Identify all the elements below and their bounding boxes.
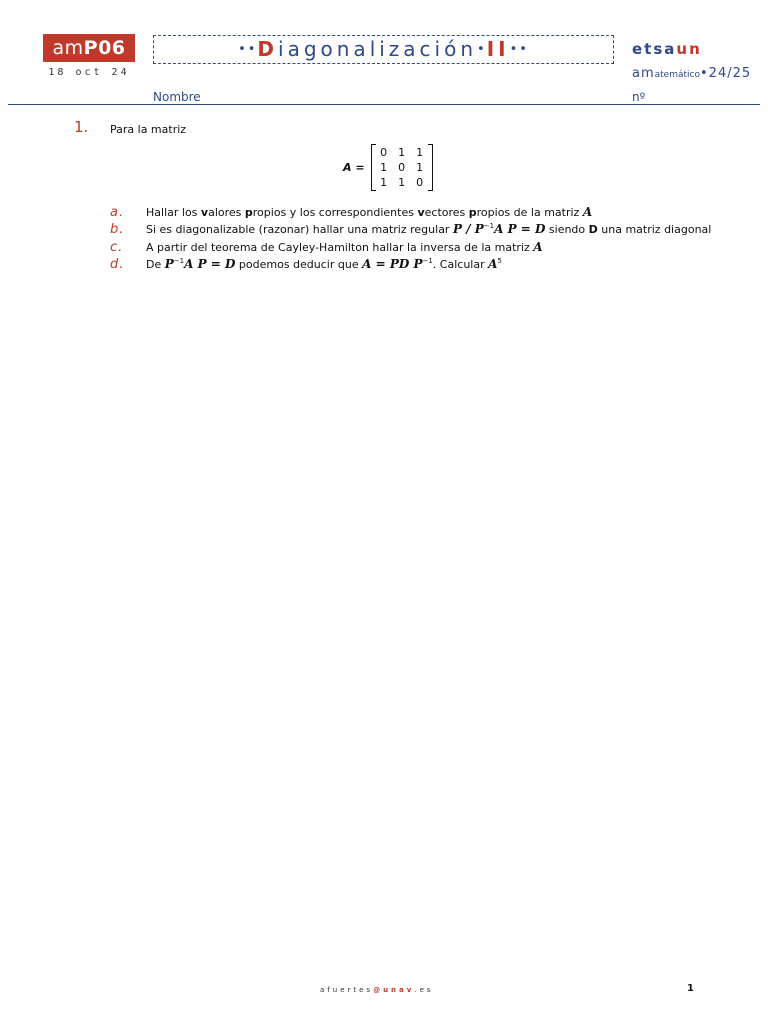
item-text	[146, 205, 592, 219]
item-letter: b.	[110, 222, 125, 237]
superscript: 5	[497, 257, 502, 265]
text-run: De	[146, 258, 165, 271]
title-first-letter: D	[257, 37, 279, 61]
math-symbol: A = PD P	[362, 257, 423, 271]
item-letter: d.	[110, 257, 125, 272]
question-intro: Para la matriz	[110, 123, 187, 136]
badge-prefix: am	[52, 37, 84, 59]
superscript: −1	[173, 257, 185, 265]
text-run: A partir del teorema de Cayley-Hamilton hallar la inversa de la matriz	[146, 241, 534, 254]
org-logo-text	[632, 40, 702, 58]
name-label: Nombre	[153, 90, 201, 104]
matrix-cell: 1	[380, 160, 388, 174]
text-run: Si es diagonalizable (razonar) hallar una matriz regular	[146, 223, 453, 236]
text-run: alores	[208, 206, 245, 219]
badge-code: P06	[83, 37, 126, 59]
item-text	[146, 257, 502, 271]
item-c	[110, 240, 543, 255]
matrix-cell: 1	[398, 175, 406, 189]
title-dots-right: ••	[509, 42, 529, 57]
mail-domain: unav	[383, 986, 415, 994]
course-badge	[43, 34, 135, 62]
matrix-a	[371, 145, 433, 190]
matrix-block	[343, 144, 433, 190]
math-symbol: A P = D	[494, 222, 546, 236]
item-text	[146, 240, 543, 254]
math-symbol: A	[533, 240, 543, 254]
item-text	[146, 222, 711, 236]
matrix-cell: 0	[416, 175, 424, 189]
item-letter: a.	[110, 205, 125, 220]
org-blue: etsa	[632, 40, 677, 58]
text-run: . Calcular	[432, 258, 489, 271]
mail-tld: .es	[414, 986, 434, 994]
page-number: 1	[687, 983, 694, 994]
course-b: atemático	[654, 70, 700, 80]
matrix-cell: 1	[398, 145, 406, 159]
mail-at: @	[373, 986, 384, 994]
bold-letter: p	[244, 206, 253, 219]
bold-letter: v	[417, 206, 425, 219]
math-symbol: A	[582, 205, 593, 219]
superscript: −1	[483, 222, 495, 230]
text-run: Hallar los	[146, 206, 201, 219]
matrix-label: A =	[343, 160, 365, 174]
footer-email	[320, 986, 434, 994]
text-run: una matriz diagonal	[597, 223, 712, 236]
text-run: podemos deducir que	[235, 258, 363, 271]
bold-letter: p	[468, 206, 477, 219]
item-letter: c.	[110, 240, 124, 255]
bold-letter: v	[200, 206, 209, 219]
number-label: nº	[632, 90, 646, 104]
math-symbol: A P = D	[184, 257, 236, 271]
matrix-cell: 1	[380, 175, 388, 189]
title-dots-left: ••	[238, 42, 258, 57]
header-divider	[8, 104, 760, 105]
title-dot-mid: •	[477, 42, 487, 57]
matrix-cell: 1	[416, 160, 424, 174]
course-line	[632, 66, 751, 81]
item-a	[110, 205, 592, 220]
course-year: •24/25	[700, 66, 752, 81]
exam-date: 18 oct 24	[48, 67, 130, 78]
superscript: −1	[422, 257, 433, 265]
math-symbol: A	[488, 257, 498, 271]
matrix-cell: 0	[398, 160, 406, 174]
mail-user: afuertes	[320, 986, 374, 994]
matrix-cell: 0	[380, 145, 388, 159]
text-run: ropios y los correspondientes	[252, 206, 418, 219]
title-rest: iagonalización	[278, 37, 478, 61]
text-run: ectores	[424, 206, 469, 219]
math-symbol: P / P	[452, 222, 484, 236]
item-d	[110, 257, 502, 272]
text-run: siendo	[545, 223, 589, 236]
bold-letter: D	[588, 223, 598, 236]
org-red: un	[676, 40, 702, 58]
course-a: am	[632, 66, 655, 81]
matrix-cell: 1	[416, 145, 424, 159]
math-symbol: P	[164, 257, 174, 271]
question-number: 1.	[74, 118, 89, 136]
text-run: ropios de la matriz	[476, 206, 583, 219]
title-roman: II	[486, 37, 510, 61]
item-b	[110, 222, 711, 237]
page-title	[153, 35, 614, 64]
